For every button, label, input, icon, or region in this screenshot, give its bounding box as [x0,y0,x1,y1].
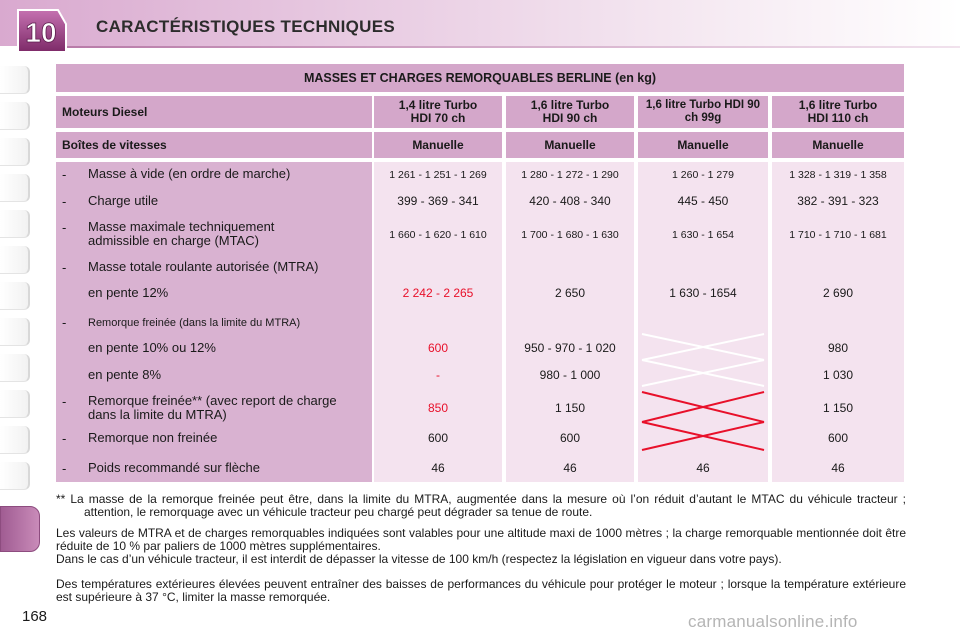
row-dash: - [62,220,67,235]
chapter-tab[interactable] [0,318,30,346]
page-title: CARACTÉRISTIQUES TECHNIQUES [96,17,396,36]
row-value-highlight: 600 [427,341,449,355]
header-divider [60,46,960,48]
towing-masses-table [56,64,904,482]
chapter-tab[interactable] [0,210,30,238]
footnote: ** La masse de la remorque freinée peut être, dans la limite du MTRA, augmentée dans la mesure où l’on réduit d’autant le MTAC du véhicule tracteur ; attention, le remorquage avec un véhicule tracteur peu chargé peut dégrader sa tenue de route. [56,492,906,519]
chapter-tabs [0,66,36,606]
chapter-tab[interactable] [0,102,30,130]
gearbox-header: Manuelle [638,132,768,158]
row-dash: - [62,167,67,182]
engine-header: 1,4 litre Turbo HDI 70 ch [374,96,502,128]
row-label: en pente 8% [88,367,162,382]
chapter-tab[interactable] [0,246,30,274]
row-value: 1 280 - 1 272 - 1 290 [521,169,619,181]
chapter-tab[interactable] [0,354,30,382]
row-label: Remorque freinée (dans la limite du MTRA) [88,317,301,329]
row-label: Masse maximale techniquement admissible en charge (MTAC) [88,219,275,248]
engine-header: 1,6 litre Turbo HDI 110 ch [772,96,904,128]
row-value: 980 - 1 000 [539,368,601,382]
row-value: 600 [427,431,449,445]
row-label: Remorque freinée** (avec report de charge dans la limite du MTRA) [88,393,337,422]
note-paragraph: Les valeurs de MTRA et de charges remorquables indiquées sont valables pour une altitude maxi de 1000 mètres ; la charge remorquable mentionnée doit être réduite de 10 % par paliers de 1000 mètres supplémentaires. [56,526,906,553]
row-value: 445 - 450 [677,194,729,208]
row-value: 1 630 - 1 654 [672,229,734,241]
row-value: 600 [559,431,581,445]
row-value: 2 690 [822,286,854,300]
chapter-tab[interactable] [0,426,30,454]
row-value-highlight: - [436,368,440,382]
row-value: 1 328 - 1 319 - 1 358 [789,169,887,181]
not-applicable-cross-icon [638,388,768,452]
row-value: 1 030 [822,368,854,382]
row-value: 980 [827,341,849,355]
row-value: 1 260 - 1 279 [672,169,734,181]
row-value: 46 [696,461,710,475]
row-value: 1 660 - 1 620 - 1 610 [389,229,487,241]
gearbox-header: Manuelle [772,132,904,158]
chapter-tab[interactable] [0,66,30,94]
row-value-highlight: 850 [427,401,449,415]
note-paragraph: Dans le cas d’un véhicule tracteur, il est interdit de dépasser la vitesse de 100 km/h (respectez la législation en vigueur dans votre pays). [56,552,782,566]
row-value: 1 700 - 1 680 - 1 630 [521,229,619,241]
chapter-tab[interactable] [0,138,30,166]
chapter-number: 10 [25,17,57,48]
note-paragraph: Des températures extérieures élevées peuvent entraîner des baisses de performances du véhicule pour protéger le moteur ; lorsque la température extérieure est supérieure à 37 °C, limiter la masse remorquée. [56,577,906,604]
page-number: 168 [22,608,48,625]
row-label: Remorque non freinée [88,430,218,445]
engine-header: 1,6 litre Turbo HDI 90 ch [506,96,634,128]
chapter-tab[interactable] [0,174,30,202]
row-value: 46 [431,461,445,475]
row-value: 1 710 - 1 710 - 1 681 [789,229,887,241]
row-value: 1 261 - 1 251 - 1 269 [389,169,487,181]
row-value: 46 [563,461,577,475]
engine-row-label: Moteurs Diesel [56,96,372,128]
row-value: 2 650 [554,286,586,300]
watermark: carmanualsonline.info [688,612,858,631]
chapter-tab[interactable] [0,282,30,310]
row-dash: - [62,431,67,446]
not-applicable-cross-icon [638,330,768,388]
row-label: Poids recommandé sur flèche [88,460,260,475]
row-value: 1 150 [822,401,854,415]
row-value: 1 150 [554,401,586,415]
gearbox-header: Manuelle [374,132,502,158]
row-label: en pente 10% ou 12% [88,340,216,355]
row-value: 382 - 391 - 323 [797,194,879,208]
chapter-badge-icon [14,6,68,56]
row-label: Masse totale roulante autorisée (MTRA) [88,259,319,274]
row-value: 950 - 970 - 1 020 [524,341,616,355]
row-dash: - [62,194,67,209]
row-value: 1 630 - 1654 [669,286,737,300]
row-value: 399 - 369 - 341 [397,194,479,208]
row-label: Charge utile [88,193,159,208]
row-value: 46 [831,461,845,475]
row-dash: - [62,394,67,409]
row-value-highlight: 2 242 - 2 265 [402,286,474,300]
row-value: 600 [827,431,849,445]
gearbox-header: Manuelle [506,132,634,158]
row-label: en pente 12% [88,285,169,300]
table-caption: MASSES ET CHARGES REMORQUABLES BERLINE (en kg) [56,64,904,92]
gearbox-row-label: Boîtes de vitesses [56,132,372,158]
row-label: Masse à vide (en ordre de marche) [88,166,291,181]
row-dash: - [62,461,67,476]
chapter-tab-active[interactable] [0,506,40,552]
chapter-tab[interactable] [0,390,30,418]
engine-header: 1,6 litre Turbo HDI 90 ch 99g [638,96,768,128]
row-value: 420 - 408 - 340 [529,194,611,208]
row-dash: - [62,315,67,330]
chapter-tab[interactable] [0,462,30,490]
row-dash: - [62,260,67,275]
